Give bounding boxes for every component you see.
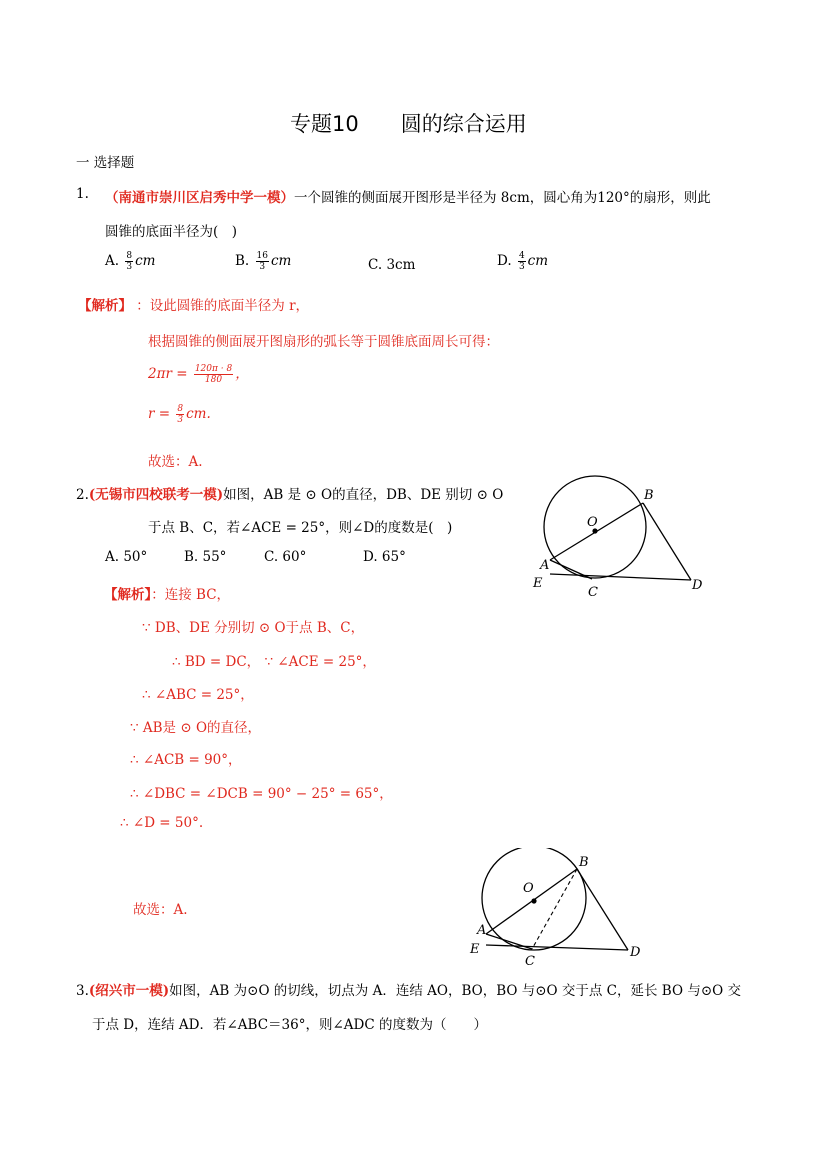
q1-option-a: A. $\frac{8}{3}$ cm xyxy=(105,251,156,272)
q1-answer: 故选：A. xyxy=(148,454,203,470)
q1-analysis-line3: 2πr = $\frac{120\pi \cdot 8}{180}$ ， xyxy=(148,364,249,385)
tangent-de xyxy=(486,945,628,950)
label-c: C xyxy=(525,954,535,968)
q2-figure-stem xyxy=(520,475,720,600)
q2-option-a: A. 50° xyxy=(105,549,148,565)
label-o: O xyxy=(523,881,534,896)
q1-stem-text1: 一个圆锥的侧面展开图形是半径为 8cm，圆心角为120°的扇形，则此 xyxy=(294,190,711,206)
q1-stem-line2: 圆锥的底面半径为( ) xyxy=(105,224,238,240)
q2-number: 2. xyxy=(76,487,89,503)
q1-analysis-line2: 根据圆锥的侧面展开图扇形的弧长等于圆锥底面周长可得： xyxy=(148,334,499,350)
label-o: O xyxy=(587,515,598,530)
center-dot xyxy=(531,898,536,903)
label-a: A xyxy=(477,923,487,938)
q2-analysis-tag: 【解析】 xyxy=(104,587,152,603)
tangent-db xyxy=(643,503,691,580)
chord-ac xyxy=(550,560,592,579)
q2-analysis-line8: ∴ ∠D = 50°. xyxy=(120,815,204,831)
q3-stem-line2: 于点 D，连结 AD．若∠ABC＝36°，则∠ADC 的度数为（ ） xyxy=(92,1017,487,1033)
q2-analysis-line4: ∴ ∠ABC = 25°， xyxy=(142,687,254,703)
label-b: B xyxy=(579,855,589,870)
q1-stem-line1 xyxy=(105,186,711,206)
q1-option-b: B. $\frac{16}{3}$ cm xyxy=(235,251,292,272)
q2-analysis-line2: ∵ DB、DE 分别切 ⊙ O于点 B、C， xyxy=(142,620,365,636)
q2-stem-line1: 2.(无锡市四校联考一模)如图，AB 是 ⊙ O的直径，DB、DE 别切 ⊙ O xyxy=(76,487,504,503)
q2-stem-line2: 于点 B、C，若∠ACE = 25°，则∠D的度数是( ) xyxy=(148,520,453,536)
label-b: B xyxy=(644,488,654,503)
label-c: C xyxy=(588,585,598,600)
section-heading: 一 选择题 xyxy=(76,155,135,171)
label-d: D xyxy=(630,945,641,960)
q2-analysis-line1: 【解析】：连接 BC， xyxy=(104,587,231,603)
q2-option-d: D. 65° xyxy=(363,549,406,565)
q2-answer: 故选：A. xyxy=(133,902,188,918)
q3-stem-line1: 3.(绍兴市一模)如图，AB 为⊙O 的切线，切点为 A．连结 AO，BO，BO 与⊙O 交于点 C，延长 BO 与⊙O 交 xyxy=(76,983,742,999)
q2-option-b: B. 55° xyxy=(184,549,227,565)
q3-source: (绍兴市一模) xyxy=(88,983,170,999)
q2-figure-analysis xyxy=(462,848,662,968)
q1-analysis-tag: 【解析】 xyxy=(78,298,132,314)
q1-option-c: C. 3cm xyxy=(368,257,416,273)
q1-option-d: D. $\frac{4}{3}$ cm xyxy=(497,251,549,272)
q1-number: 1. xyxy=(76,186,89,202)
q2-analysis-line6: ∴ ∠ACB = 90°， xyxy=(130,752,242,768)
label-e: E xyxy=(470,942,480,957)
q3-number: 3. xyxy=(76,983,89,999)
q2-analysis-line5: ∵ AB是 ⊙ O的直径， xyxy=(130,720,262,736)
q2-source: (无锡市四校联考一模) xyxy=(88,487,224,503)
q1-source: （南通市崇川区启秀中学一模） xyxy=(105,190,294,206)
q2-option-c: C. 60° xyxy=(264,549,307,565)
tangent-de xyxy=(550,574,691,580)
label-e: E xyxy=(533,576,543,591)
chord-bc-dashed xyxy=(532,869,577,949)
chord-ac xyxy=(486,934,532,949)
page-title: 专题10 圆的综合运用 xyxy=(290,112,527,136)
q2-analysis-line7: ∴ ∠DBC = ∠DCB = 90° − 25° = 65°， xyxy=(130,786,393,802)
label-d: D xyxy=(692,578,703,593)
q2-analysis-line3: ∴ BD = DC， ∵ ∠ACE = 25°， xyxy=(172,654,376,670)
label-a: A xyxy=(540,558,550,573)
q1-analysis-line4: r = $\frac{8}{3}$ cm. xyxy=(148,404,211,425)
q1-analysis-line1: 【解析】 ：设此圆锥的底面半径为 r， xyxy=(78,298,310,314)
